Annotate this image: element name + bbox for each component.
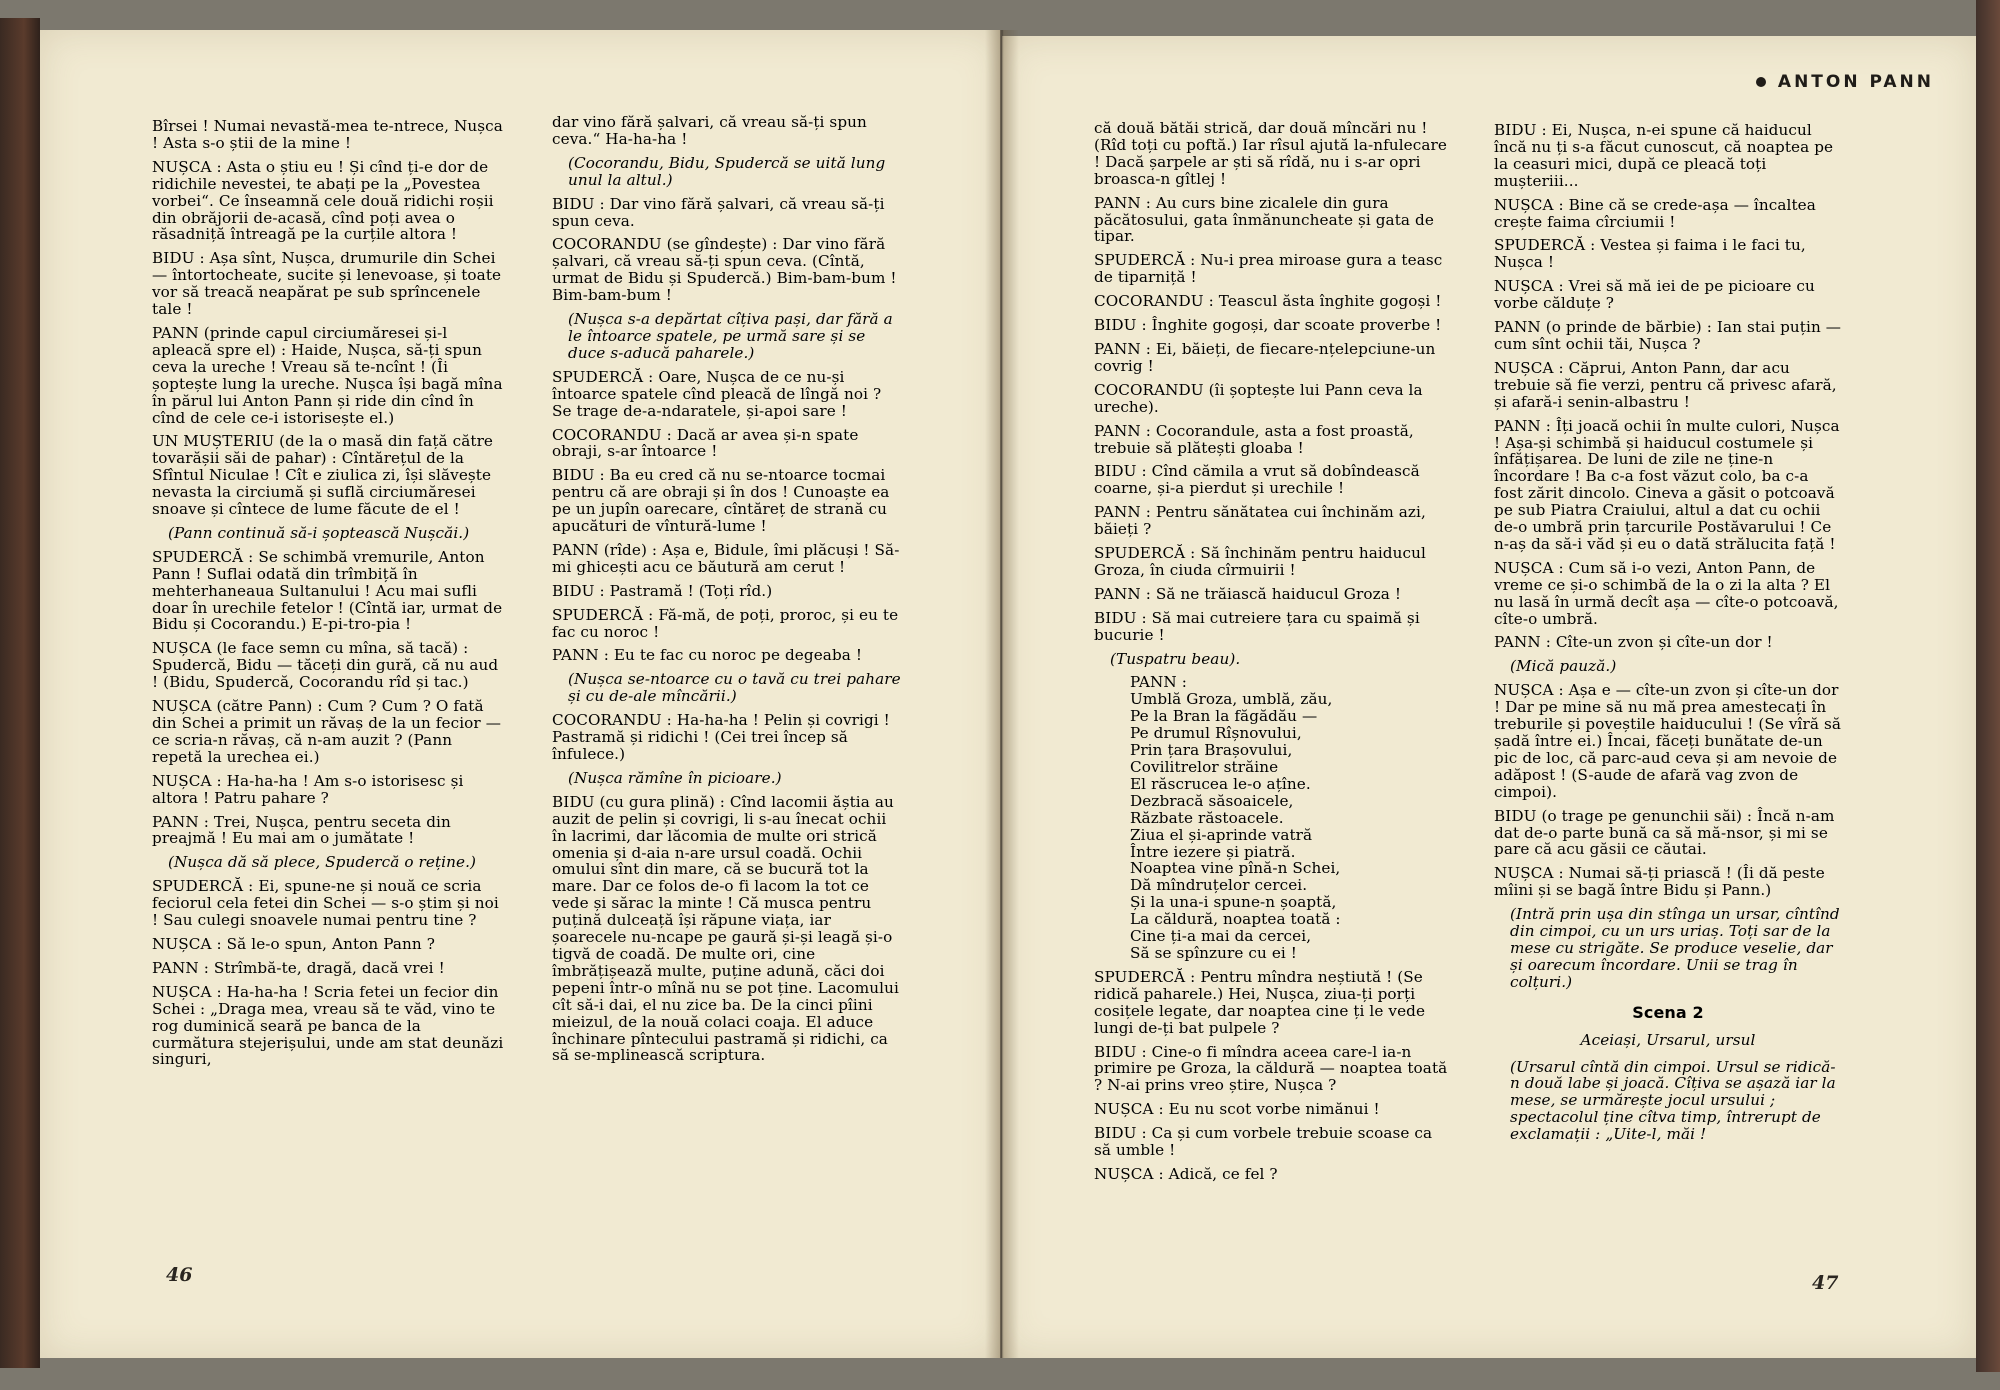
paragraph: NUȘCA : Căprui, Anton Pann, dar acu trebuie să fie verzi, pentru că privesc afară, și afară-i senin-albastru ! xyxy=(1494,358,1837,411)
paragraph: (Nușca s-a depărtat cîțiva pași, dar fără a le întoarce spatele, pe urmă sare și se duce s-aducă paharele.) xyxy=(568,310,893,362)
poem-line: Să se spînzure cu ei ! xyxy=(1130,943,1298,962)
paragraph: (Nușca se-ntoarce cu o tavă cu trei pahare și cu de-ale mîncării.) xyxy=(568,670,901,706)
paragraph: UN MUȘTERIU (de la o masă din față către tovarășii săi de pahar) : Cîntărețul de la Sfîntul Niculae ! Cît e ziulica zi, își slăvește nevasta la circiumă și suflă circiumăresei snoave și cîntece de lume făcute de el ! xyxy=(152,432,494,519)
paragraph: BIDU (o trage pe genunchii săi) : Încă n-am dat de-o parte bună ca să mă-nsor, și mi se pare că acu găsii ce căutai. xyxy=(1494,806,1835,859)
paragraph: SPUDERCĂ : Oare, Nușca de ce nu-și întoarce spatele cînd pleacă de lîngă noi ? Se trage de-a-ndaratele, și-apoi sare ! xyxy=(552,367,882,420)
column-3-upper xyxy=(1094,120,1452,667)
paragraph: NUȘCA : Așa e — cîte-un zvon și cîte-un dor ! Dar pe mine să nu mă prea amestecați în treburile și poveștile haiducului ! (Se vîră să șadă între ei.) Încai, făceți bunătate de-un pic de loc, că parc-aud ceva și am nevoie de adăpost ! (S-aude de afară vag zvon de cimpoi). xyxy=(1494,681,1841,801)
paragraph: PANN : Pentru sănătatea cui închinăm azi, băieți ? xyxy=(1094,503,1426,539)
paragraph: COCORANDU (se gîndește) : Dar vino fără șalvari, că vreau să-ți spun ceva. (Cîntă, urmat de Bidu și Spudercă.) Bim-bam-bum ! Bim-bam-bum ! xyxy=(552,235,897,305)
paragraph: SPUDERCĂ : Se schimbă vremurile, Anton Pann ! Suflai odată din trîmbiță în mehterhaneaua Sultanului ! Acu mai sufli doar în urechile fetelor ! (Cîntă iar, urmat de Bidu și Cocorandu.) E-pi-tro-pia ! xyxy=(152,547,503,634)
paragraph: (Pann continuă să-i șoptească Nușcăi.) xyxy=(168,523,470,542)
paragraph: SPUDERCĂ : Vestea și faima i le faci tu, Nușca ! xyxy=(1494,236,1806,272)
poem-line: Dezbracă săsoaicele, xyxy=(1130,791,1294,810)
text-column-2 xyxy=(552,114,904,1071)
paragraph: PANN : Ei, băieți, de fiecare-nțelepciune-un covrig ! xyxy=(1094,339,1436,375)
poem-line: Pe drumul Rîșnovului, xyxy=(1130,724,1302,743)
poem-line: Și la una-i spune-n șoaptă, xyxy=(1130,893,1337,912)
paragraph: (Nușca rămîne în picioare.) xyxy=(568,768,782,787)
paragraph: PANN (o prinde de bărbie) : Ian stai puțin — cum sînt ochii tăi, Nușca ? xyxy=(1494,318,1842,353)
paragraph: PANN (rîde) : Așa e, Bidule, îmi plăcuși ! Să-mi ghicești acu ce băutură am cerut ! xyxy=(552,540,900,576)
paragraph: SPUDERCĂ : Ei, spune-ne și nouă ce scria feciorul cela fetei din Schei — s-o știm și noi ! Sau culegi snoavele numai pentru tine ? xyxy=(152,877,499,930)
paragraph: NUȘCA : Eu nu scot vorbe nimănui ! xyxy=(1094,1100,1380,1119)
paragraph: SPUDERCĂ : Fă-mă, de poți, proroc, și eu te fac cu noroc ! xyxy=(552,605,899,641)
paragraph: dar vino fără șalvari, că vreau să-ți spun ceva.“ Ha-ha-ha ! xyxy=(552,113,867,148)
paragraph: (Cocorandu, Bidu, Spudercă se uită lung unul la altul.) xyxy=(568,153,886,189)
paragraph: BIDU : Ba eu cred că nu se-ntoarce tocmai pentru că are obraji și în dos ! Cunoaște ea pe un jupîn oarecare, cîntăreț de strană cu apucături de vîntură-lume ! xyxy=(552,466,890,536)
poem-line: Dă mîndruțelor cercei. xyxy=(1130,876,1308,895)
paragraph: BIDU : Dar vino fără șalvari, că vreau să-ți spun ceva. xyxy=(552,194,885,230)
bullet-icon xyxy=(1756,77,1766,87)
poem-line: Umblă Groza, umblă, zău, xyxy=(1130,690,1333,709)
poem-line: Ziua el și-aprinde vatră xyxy=(1130,825,1313,844)
running-head: ANTON PANN xyxy=(1756,72,1934,92)
paragraph: NUȘCA : Ha-ha-ha ! Am s-o istorisesc și altora ! Patru pahare ? xyxy=(152,771,464,807)
paragraph: NUȘCA : Să le-o spun, Anton Pann ? xyxy=(152,934,435,953)
text-column-4 xyxy=(1494,122,1842,1143)
paragraph: BIDU : Înghite gogoși, dar scoate proverbe ! xyxy=(1094,316,1442,335)
paragraph: COCORANDU : Ha-ha-ha ! Pelin și covrigi ! Pastramă și ridichi ! (Cei trei încep să înfulece.) xyxy=(552,711,890,763)
paragraph: COCORANDU : Teascul ăsta înghite gogoși ! xyxy=(1094,292,1442,311)
paragraph: BIDU : Ca și cum vorbele trebuie scoase ca să umble ! xyxy=(1094,1124,1433,1160)
book-cover-right-edge xyxy=(1976,0,2000,1372)
paragraph: PANN : Eu te fac cu noroc pe degeaba ! xyxy=(552,646,863,665)
paragraph: BIDU : Cînd cămila a vrut să dobîndească coarne, și-a pierdut și urechile ! xyxy=(1094,462,1420,498)
poem-line: Răzbate răstoacele. xyxy=(1130,808,1284,827)
paragraph: PANN (prinde capul circiumăresei și-l apleacă spre el) : Haide, Nușca, să-ți spun ceva la ureche ! Vreau să te-ncînt ! (Îi șoptește lung la ureche. Nușca își bagă mîna în părul lui Anton Pann și ride din cînd în cînd de cele ce-i istorisește el.) xyxy=(152,323,503,427)
poem-line: El răscrucea le-o ațîne. xyxy=(1130,774,1311,793)
column-3-lower xyxy=(1094,969,1452,1183)
paragraph: (Intră prin ușa din stînga un ursar, cîntînd din cimpoi, cu un urs uriaș. Toți sar de la mese cu strigăte. Se produce veselie, dar și oarecum încordare. Unii se trag în colțuri.) xyxy=(1510,905,1840,991)
paragraph: PANN : Să ne trăiască haiducul Groza ! xyxy=(1094,584,1402,603)
paragraph: (Mică pauză.) xyxy=(1510,657,1617,676)
paragraph: SPUDERCĂ : Pentru mîndra neștiută ! (Se ridică paharele.) Hei, Nușca, ziua-ți porți cosițele legate, dar noaptea cine ți le vede lungi de-ți bat pulpele ? xyxy=(1094,967,1426,1037)
paragraph: NUȘCA : Cum să i-o vezi, Anton Pann, de vreme ce și-o schimbă de la o zi la alta ? El nu lasă în urmă decît așa — cîte-o potcoavă, cîte-o umbră. xyxy=(1494,558,1839,628)
paragraph: NUȘCA : Ha-ha-ha ! Scria fetei un fecior din Schei : „Draga mea, vreau să te văd, vino te rog duminică seară pe banca de la curmătura stejerișului, unde am stat deunăzi singuri, xyxy=(152,982,504,1069)
paragraph: (Tuspatru beau). xyxy=(1110,649,1241,668)
paragraph: PANN : Strîmbă-te, dragă, dacă vrei ! xyxy=(152,958,445,977)
book-cover-left-edge xyxy=(0,18,40,1368)
paragraph: PANN : Au curs bine zicalele din gura păcătosului, gata înmănuncheate și gata de tipar. xyxy=(1094,193,1434,246)
paragraph: BIDU : Ei, Nușca, n-ei spune că haiducul încă nu ți s-a făcut cunoscut, că noaptea pe la ceasuri mici, după ce pleacă toți mușteriii... xyxy=(1494,121,1834,190)
poem-speaker: PANN : xyxy=(1130,673,1187,692)
page-number-right: 47 xyxy=(1812,1272,1839,1294)
paragraph: (Nușca dă să plece, Spudercă o reține.) xyxy=(168,853,477,872)
paragraph: NUȘCA (le face semn cu mîna, să tacă) : Spudercă, Bidu — tăceți din gură, că nu aud ! (Bidu, Spudercă, Cocorandu rîd și tac.) xyxy=(152,639,499,692)
paragraph: că două bătăi strică, dar două mîncări nu ! (Rîd toți cu poftă.) Iar rîsul ajută la-nfulecare ! Dacă șarpele ar ști să rîdă, nu i s-ar opri broasca-n gîtlej ! xyxy=(1094,119,1447,188)
paragraph: SPUDERCĂ : Nu-i prea miroase gura a teasc de tiparniță ! xyxy=(1094,251,1443,287)
paragraph: NUȘCA : Asta o știu eu ! Și cînd ți-e dor de ridichile nevestei, te abați pe la „Povestea vorbei“. Ce înseamnă cele două ridichi roșii din obrăjorii de-acasă, cînd poți avea o răsadniță întreagă pe la curțile altora ! xyxy=(152,157,494,244)
poem-line: Covilitrelor străine xyxy=(1130,758,1279,776)
paragraph: NUȘCA (către Pann) : Cum ? Cum ? O fată din Schei a primit un răvaș de la un fecior — ce scria-n răvaș, că n-am auzit ? (Pann repetă la urechea ei.) xyxy=(152,697,501,766)
paragraph: BIDU : Așa sînt, Nușca, drumurile din Schei — întortocheate, sucite și lenevoase, și toate vor să treacă neapărat pe sub sprîncenele tale ! xyxy=(152,249,502,319)
paragraph: PANN : Îți joacă ochii în multe culori, Nușca ! Așa-și schimbă și haiducul costumele și înfățișarea. De luni de zile ne ține-n încordare ! Ba c-a fost văzut colo, ba c-a fost zărit dincolo. Cineva a găsit o potcoavă pe sub Piatra Craiului, altul a dat cu ochii de-o umbră prin țarcurile Postăvarului ! Ce n-aș da să-i văd și eu o dată strălucita față ! xyxy=(1494,416,1840,553)
poem-line: Cine ți-a mai da cercei, xyxy=(1130,927,1312,946)
poem-line: Pe la Bran la făgădău — xyxy=(1130,707,1318,726)
paragraph: BIDU : Să mai cutreiere țara cu spaimă și bucurie ! xyxy=(1094,608,1420,644)
paragraph: NUȘCA : Adică, ce fel ? xyxy=(1094,1164,1278,1183)
scene-direction: (Ursarul cîntă din cimpoi. Ursul se ridică-n două labe și joacă. Cîțiva se așază iar la mese, se urmărește jocul ursului ; spectacolul ține cîtva timp, întrerupt de exclamații : „Uite-l, măi ! xyxy=(1510,1057,1836,1144)
paragraph: COCORANDU : Dacă ar avea și-n spate obraji, s-ar întoarce ! xyxy=(552,425,859,461)
scene-subtitle: Aceiași, Ursarul, ursul xyxy=(1580,1030,1756,1049)
paragraph: PANN : Cîte-un zvon și cîte-un dor ! xyxy=(1494,633,1773,652)
paragraph: PANN : Cocorandule, asta a fost proastă, trebuie să plătești gloaba ! xyxy=(1094,421,1414,457)
text-column-1 xyxy=(152,118,504,1075)
paragraph: SPUDERCĂ : Să închinăm pentru haiducul Groza, în ciuda cîrmuirii ! xyxy=(1094,544,1426,579)
paragraph: PANN : Trei, Nușca, pentru seceta din preajmă ! Eu mai am o jumătate ! xyxy=(152,812,451,848)
poem-line: Noaptea vine pînă-n Schei, xyxy=(1130,859,1341,878)
paragraph: NUȘCA : Numai să-ți priască ! (Îi dă peste mîini și se bagă între Bidu și Pann.) xyxy=(1494,864,1825,900)
paragraph: NUȘCA : Vrei să mă iei de pe picioare cu vorbe călduțe ? xyxy=(1494,277,1815,313)
book-gutter xyxy=(985,30,1019,1358)
poem-lines xyxy=(1094,691,1452,962)
page-number-left: 46 xyxy=(166,1264,193,1286)
column-4-upper xyxy=(1494,122,1842,991)
poem-line: Între iezere și piatră. xyxy=(1130,842,1296,861)
poem-block xyxy=(1094,674,1452,961)
text-column-3 xyxy=(1094,120,1452,1190)
paragraph: BIDU : Cine-o fi mîndra aceea care-l ia-n primire pe Groza, la căldură — noaptea toată ? N-ai prins vreo știre, Nușca ? xyxy=(1094,1042,1448,1095)
poem-line: Prin țara Brașovului, xyxy=(1130,741,1293,760)
paragraph: COCORANDU (îi șoptește lui Pann ceva la ureche). xyxy=(1094,380,1423,416)
paragraph: BIDU : Pastramă ! (Toți rîd.) xyxy=(552,581,773,600)
paragraph: BIDU (cu gura plină) : Cînd lacomii ăștia au auzit de pelin și covrigi, li s-au înecat ochii în lacrimi, dar lăcomia de multe ori strică omenia și d-aia n-are ursul coadă. Ochii omului sînt din mare, că se bucură tot la mare. Dar ce folos de-o fi lacom la tot ce vede și sărac la minte ! Că musca pentru puțină dulceață își răpune viața, iar șoarecele nu-ncape pe gaură și-și leagă și-o tigvă de coadă. De multe ori, cine îmbrățișează multe, puține adună, căci doi pepeni într-o mînă nu se pot ține. Lacomului cît să-i dai, el nu zice ba. De la cinci pîini mieizul, de la nouă colaci coaja. El aduce închinare pîntecului pastramă și ridichi, ca să se-mplinească scriptura. xyxy=(552,792,899,1065)
scene-title: Scena 2 xyxy=(1632,1002,1704,1022)
paragraph: Bîrsei ! Numai nevastă-mea te-ntrece, Nușca ! Asta s-o știi de la mine ! xyxy=(152,117,503,152)
poem-line: La căldură, noaptea toată : xyxy=(1130,910,1341,929)
paragraph: NUȘCA : Bine că se crede-așa — încaltea crește faima cîrciumii ! xyxy=(1494,195,1816,231)
